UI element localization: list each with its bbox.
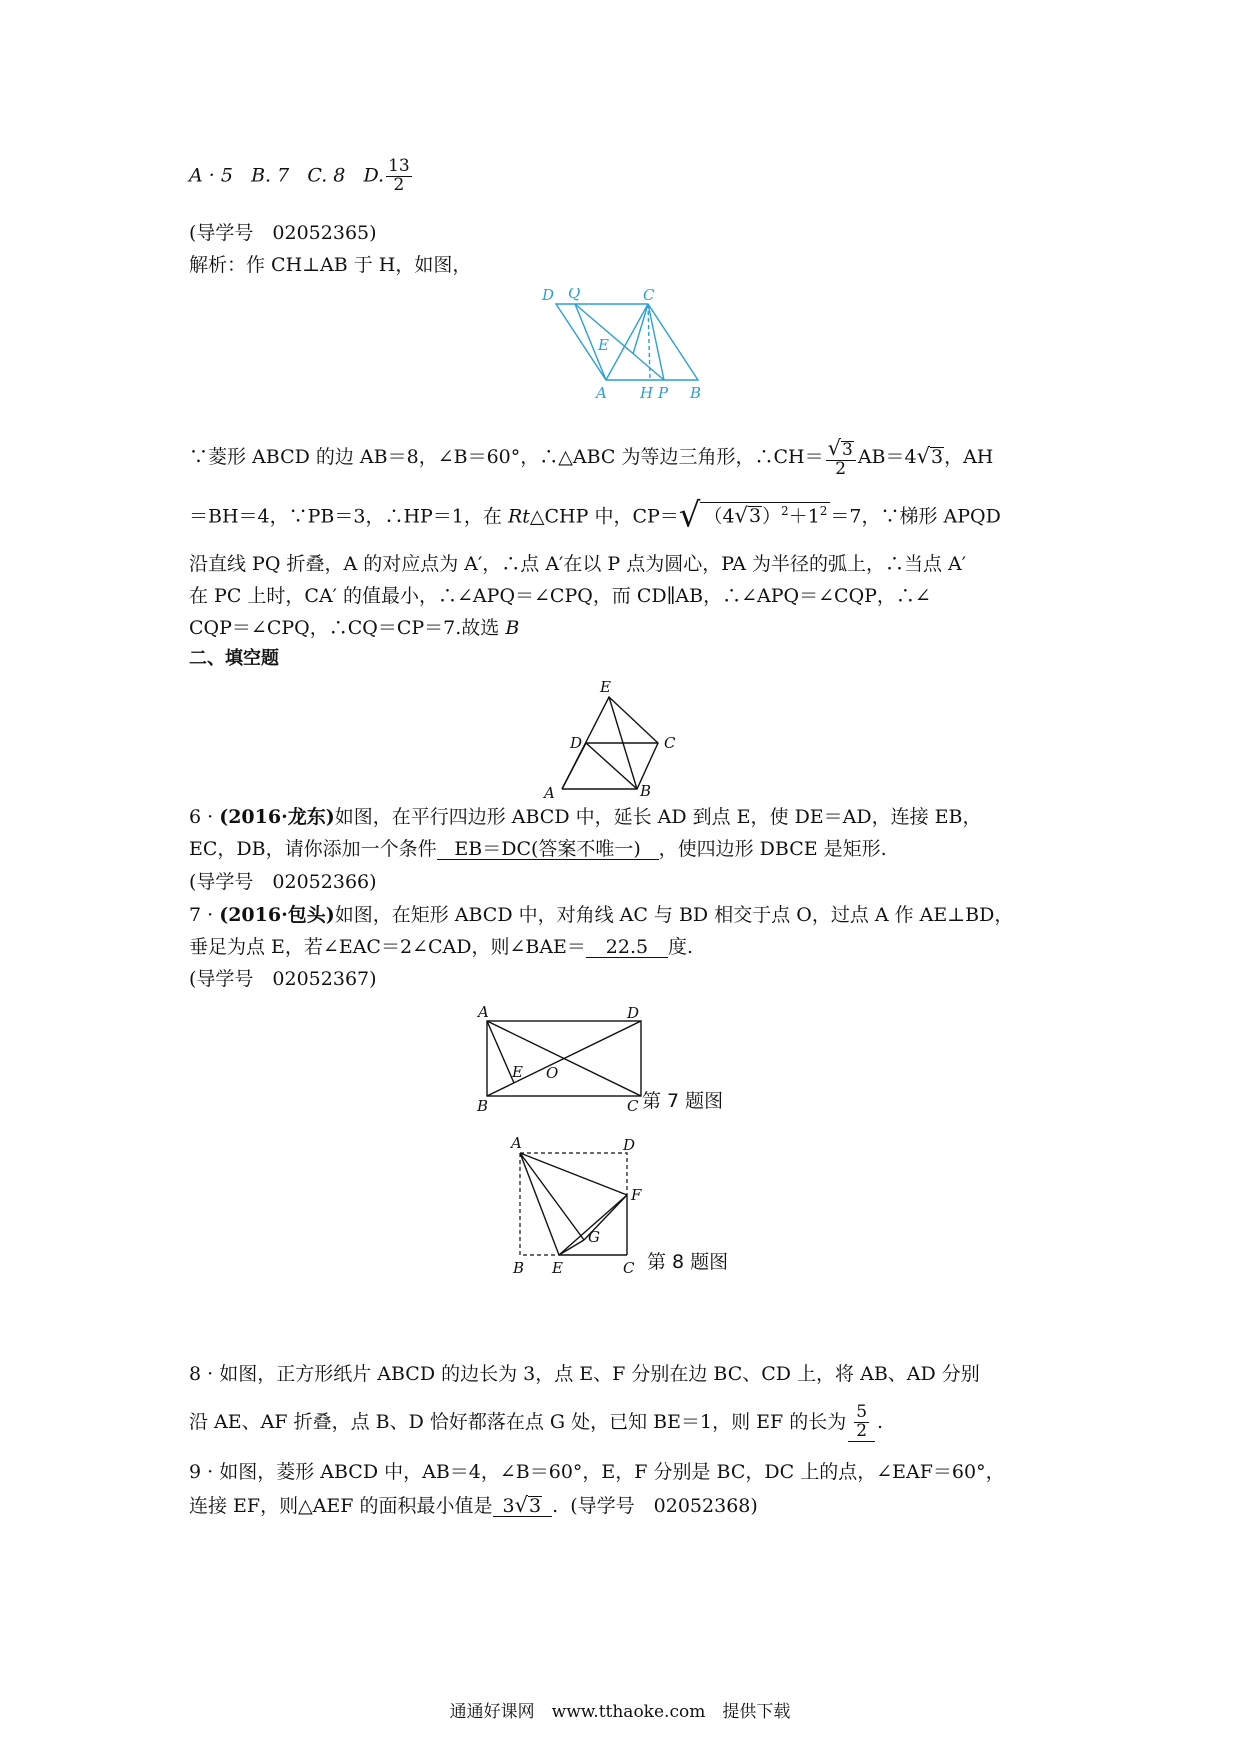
- label-e: E: [598, 336, 609, 354]
- label-b: B: [690, 384, 702, 402]
- label-d: D: [627, 1005, 640, 1022]
- segment-ef: [559, 1195, 627, 1255]
- diagonal-ca: [606, 304, 648, 380]
- label-a: A: [544, 784, 555, 800]
- label-p: P: [658, 384, 669, 402]
- label-g: G: [588, 1228, 600, 1246]
- q7-ref: (导学号 02052367): [189, 968, 377, 990]
- label-f: F: [631, 1186, 642, 1204]
- q9-line-1: 9 · 如图，菱形 ABCD 中，AB＝4，∠B＝60°，E，F 分别是 BC，DC 上的点，∠EAF＝60°，: [189, 1461, 1005, 1483]
- q6-ref: (导学号 02052366): [189, 871, 377, 893]
- label-a: A: [478, 1005, 489, 1021]
- q5-solution-line-3: 沿直线 PQ 折叠，A 的对应点为 A′，∴点 A′在以 P 点为圆心，PA 为半径的弧上，∴当点 A′: [189, 553, 967, 575]
- q6-parallelogram-figure: [540, 678, 710, 800]
- label-q: Q: [568, 288, 581, 302]
- label-e: E: [600, 678, 611, 696]
- segment-ae: [487, 1021, 514, 1083]
- q7-line-2: 垂足为点 E，若∠EAC＝2∠CAD，则∠BAE＝ 22.5 度.: [189, 936, 693, 958]
- label-c: C: [643, 288, 655, 304]
- label-b: B: [513, 1259, 525, 1277]
- q5-rhombus-figure: [540, 288, 720, 404]
- q9-line-2: 连接 EF，则△AEF 的面积最小值是 3√3 . (导学号 02052368): [189, 1493, 758, 1517]
- q6-line-1: 6 · (2016·龙东)如图，在平行四边形 ABCD 中，延长 AD 到点 E，使 DE＝AD，连接 EB，: [189, 806, 982, 828]
- q5-solution-intro: 解析：作 CH⊥AB 于 H，如图，: [189, 254, 472, 276]
- option-a: A · 5: [189, 164, 233, 187]
- q5-solution-line-4: 在 PC 上时，CA′ 的值最小，∴∠APQ＝∠CPQ，而 CD∥AB，∴∠APQ＝∠CQP，∴∠: [189, 585, 931, 607]
- option-d: D.: [363, 164, 385, 187]
- label-c: C: [623, 1259, 635, 1277]
- q5-solution-line-1: ∵菱形 ABCD 的边 AB＝8，∠B＝60°，∴△ABC 为等边三角形，∴CH＝ $\frac{√3}{2}$ AB＝4√3，AH: [189, 436, 994, 479]
- label-d: D: [623, 1136, 636, 1154]
- label-a: A: [511, 1135, 522, 1152]
- q6-line-2: EC，DB，请你添加一个条件 EB＝DC(答案不唯一) ，使四边形 DBCE 是矩形.: [189, 838, 887, 860]
- label-c: C: [664, 734, 676, 752]
- label-c: C: [627, 1097, 639, 1115]
- q7-figure-caption: 第 7 题图: [642, 1090, 724, 1112]
- page-footer: 通通好课网 www.tthaoke.com 提供下载: [449, 1702, 791, 1722]
- q7-answer: 22.5: [586, 938, 668, 958]
- q5-options: A · 5 B. 7 C. 8 D. $\frac{13}{2}$: [189, 156, 410, 195]
- option-c: C. 8: [307, 164, 346, 187]
- q8-line-2: 沿 AE、AF 折叠，点 B、D 恰好都落在点 G 处，已知 BE＝1，则 EF 的长为 $\frac{5}{2}$ .: [189, 1402, 884, 1441]
- q7-line-1: 7 · (2016·包头)如图，在矩形 ABCD 中，对角线 AC 与 BD 相交于点 O，过点 A 作 AE⊥BD，: [189, 904, 1014, 926]
- label-o: O: [546, 1064, 559, 1082]
- q8-square-figure: [505, 1135, 765, 1285]
- q8-figure-caption: 第 8 题图: [647, 1251, 729, 1273]
- label-d: D: [542, 288, 555, 304]
- label-d: D: [570, 734, 583, 752]
- fold-ae: [520, 1153, 559, 1255]
- label-a: A: [596, 384, 607, 402]
- q6-answer: EB＝DC(答案不唯一): [437, 840, 659, 860]
- segment-ce: [633, 304, 648, 354]
- label-e: E: [512, 1063, 523, 1081]
- q5-solution-line-2: ＝BH＝4，∵PB＝3，∴HP＝1，在 Rt△CHP 中，CP＝√ $(4√3)^2+1^2 =7$，∵梯形 APQD: [189, 495, 1001, 536]
- option-b: B. 7: [251, 164, 290, 187]
- segment-eg: [559, 1240, 584, 1255]
- label-e: E: [552, 1259, 563, 1277]
- q7-rectangle-figure: [470, 1005, 760, 1115]
- q5-ref: (导学号 02052365): [189, 222, 377, 244]
- label-b: B: [640, 782, 652, 800]
- section-title-fill-in: 二、填空题: [189, 648, 279, 669]
- q8-line-1: 8 · 如图，正方形纸片 ABCD 的边长为 3，点 E、F 分别在边 BC、CD 上，将 AB、AD 分别: [189, 1363, 980, 1385]
- q9-answer: 3√3: [493, 1495, 553, 1517]
- label-h: H: [640, 384, 654, 402]
- q5-solution-line-5: CQP＝∠CPQ，∴CQ＝CP＝7.故选 B: [189, 617, 520, 639]
- label-b: B: [477, 1097, 489, 1115]
